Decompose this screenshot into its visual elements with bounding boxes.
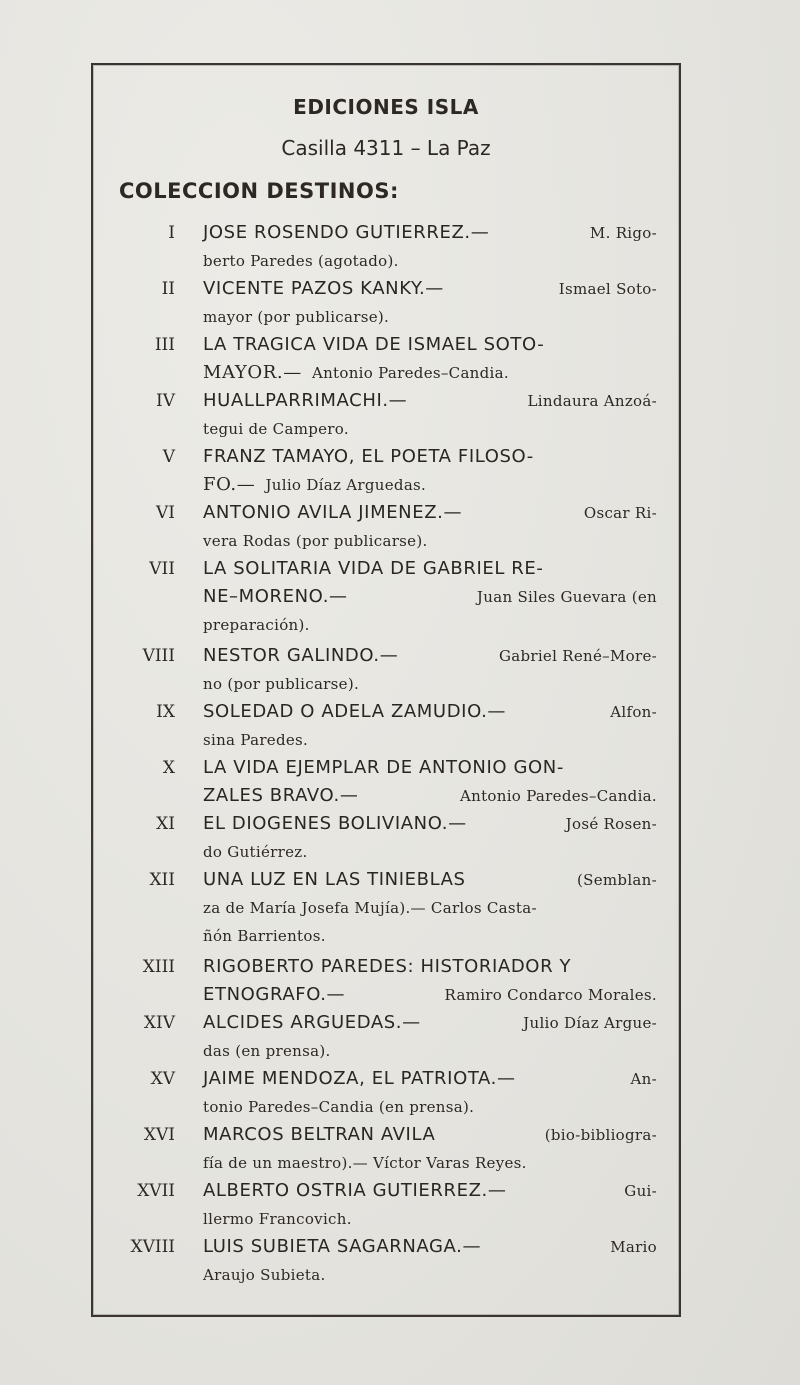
list-item (93, 1009, 679, 1065)
entry-title: JOSE ROSENDO GUTIERREZ.— (203, 222, 490, 243)
entry-continuation: Antonio Paredes–Candia. (311, 364, 509, 382)
entry-continuation: Araujo Subieta. (203, 1266, 326, 1284)
entry-continuation: do Gutiérrez. (203, 843, 308, 861)
entry-numeral: XIII (142, 957, 175, 977)
entry-title: ALCIDES ARGUEDAS.— (203, 1012, 421, 1033)
entry-continuation: Juan Siles Guevara (en (476, 588, 657, 606)
entry-continuation: berto Paredes (agotado). (203, 252, 399, 270)
list-item (93, 387, 679, 443)
list-item (93, 219, 679, 275)
entry-author: Lindaura Anzoá- (527, 392, 657, 410)
entry-title: HUALLPARRIMACHI.— (203, 390, 408, 411)
entry-title-end: ETNOGRAFO.— (203, 984, 346, 1005)
entry-numeral: XVIII (130, 1237, 175, 1257)
entry-title: LA SOLITARIA VIDA DE GABRIEL RE- (203, 558, 544, 579)
entry-continuation: tegui de Campero. (203, 420, 349, 438)
list-item (93, 555, 679, 642)
entry-title: ANTONIO AVILA JIMENEZ.— (203, 502, 463, 523)
entry-title-end: ZALES BRAVO.— (203, 785, 359, 806)
entry-numeral: XIV (143, 1013, 175, 1033)
entry-author: Alfon- (610, 703, 657, 721)
entry-continuation: Ramiro Condarco Morales. (444, 986, 657, 1004)
entry-title: LA VIDA EJEMPLAR DE ANTONIO GON- (203, 757, 564, 778)
list-item (93, 499, 679, 555)
entry-numeral: XI (156, 814, 175, 834)
entry-continuation: das (en prensa). (203, 1042, 331, 1060)
entry-continuation: Julio Díaz Arguedas. (265, 476, 427, 494)
entry-title: LUIS SUBIETA SAGARNAGA.— (203, 1236, 482, 1257)
entry-numeral: VIII (142, 646, 175, 666)
entry-numeral: XVII (137, 1181, 175, 1201)
entry-title: SOLEDAD O ADELA ZAMUDIO.— (203, 701, 507, 722)
entry-author: M. Rigo- (589, 224, 657, 242)
entry-title: NESTOR GALINDO.— (203, 645, 399, 666)
list-item (93, 642, 679, 698)
entry-title-end: NE–MORENO.— (203, 586, 348, 607)
entry-numeral: XV (150, 1069, 175, 1089)
entry-author: Mario (610, 1238, 657, 1256)
list-item (93, 275, 679, 331)
book-list-frame (91, 63, 681, 1317)
entry-numeral: I (168, 223, 175, 243)
entry-numeral: IV (156, 391, 175, 411)
entry-continuation-2: preparación). (203, 616, 310, 634)
list-item (93, 866, 679, 953)
entry-author: (Semblan- (577, 871, 657, 889)
list-item (93, 1121, 679, 1177)
list-item (93, 754, 679, 810)
entry-author: Gabriel René–More- (498, 647, 657, 665)
list-item (93, 1233, 679, 1289)
publisher-address: Casilla 4311 – La Paz (281, 136, 491, 160)
entry-title-end: MAYOR.— (203, 362, 302, 383)
entry-continuation: mayor (por publicarse). (203, 308, 390, 326)
list-item (93, 1065, 679, 1121)
entry-author: Oscar Ri- (583, 504, 657, 522)
entry-continuation: sina Paredes. (203, 731, 309, 749)
entry-title: EL DIOGENES BOLIVIANO.— (203, 813, 467, 834)
entry-title-end: FO.— (203, 474, 256, 495)
entry-numeral: XII (149, 870, 175, 890)
list-item (93, 443, 679, 499)
publisher-name: EDICIONES ISLA (293, 95, 479, 119)
entry-title: VICENTE PAZOS KANKY.— (203, 278, 444, 299)
entry-author: Ismael Soto- (558, 280, 657, 298)
entry-continuation-2: ñón Barrientos. (203, 927, 326, 945)
entry-continuation: fía de un maestro).— Víctor Varas Reyes. (203, 1154, 527, 1172)
entry-numeral: X (162, 758, 175, 778)
list-item (93, 331, 679, 387)
list-item (93, 1177, 679, 1233)
entry-author: Gui- (624, 1182, 657, 1200)
entry-author: An- (630, 1070, 657, 1088)
list-item (93, 953, 679, 1009)
entries-list (93, 219, 679, 1289)
entry-continuation: vera Rodas (por publicarse). (203, 532, 428, 550)
entry-title: RIGOBERTO PAREDES: HISTORIADOR Y (203, 956, 572, 977)
list-item (93, 810, 679, 866)
entry-continuation: Antonio Paredes–Candia. (460, 787, 657, 805)
entry-author: José Rosen- (565, 815, 657, 833)
entry-numeral: V (162, 447, 175, 467)
entry-numeral: II (161, 279, 175, 299)
entry-numeral: XVI (143, 1125, 175, 1145)
entry-continuation: za de María Josefa Mujía).— Carlos Casta- (203, 899, 537, 917)
entry-author: (bio-bibliogra- (544, 1126, 657, 1144)
entry-numeral: VII (149, 559, 175, 579)
list-item (93, 698, 679, 754)
entry-title: JAIME MENDOZA, EL PATRIOTA.— (203, 1068, 516, 1089)
entry-title: UNA LUZ EN LAS TINIEBLAS (203, 869, 466, 890)
entry-title: MARCOS BELTRAN AVILA (203, 1124, 436, 1145)
entry-continuation: no (por publicarse). (203, 675, 360, 693)
entry-continuation: tonio Paredes–Candia (en prensa). (203, 1098, 475, 1116)
entry-continuation: llermo Francovich. (203, 1210, 352, 1228)
entry-numeral: IX (156, 702, 175, 722)
entry-numeral: VI (156, 503, 175, 523)
entry-author: Julio Díaz Argue- (523, 1014, 657, 1032)
collection-heading: COLECCION DESTINOS: (119, 179, 399, 203)
entry-title: FRANZ TAMAYO, EL POETA FILOSO- (203, 446, 534, 467)
entry-numeral: III (154, 335, 175, 355)
entry-title: LA TRAGICA VIDA DE ISMAEL SOTO- (203, 334, 545, 355)
entry-title: ALBERTO OSTRIA GUTIERREZ.— (203, 1180, 507, 1201)
